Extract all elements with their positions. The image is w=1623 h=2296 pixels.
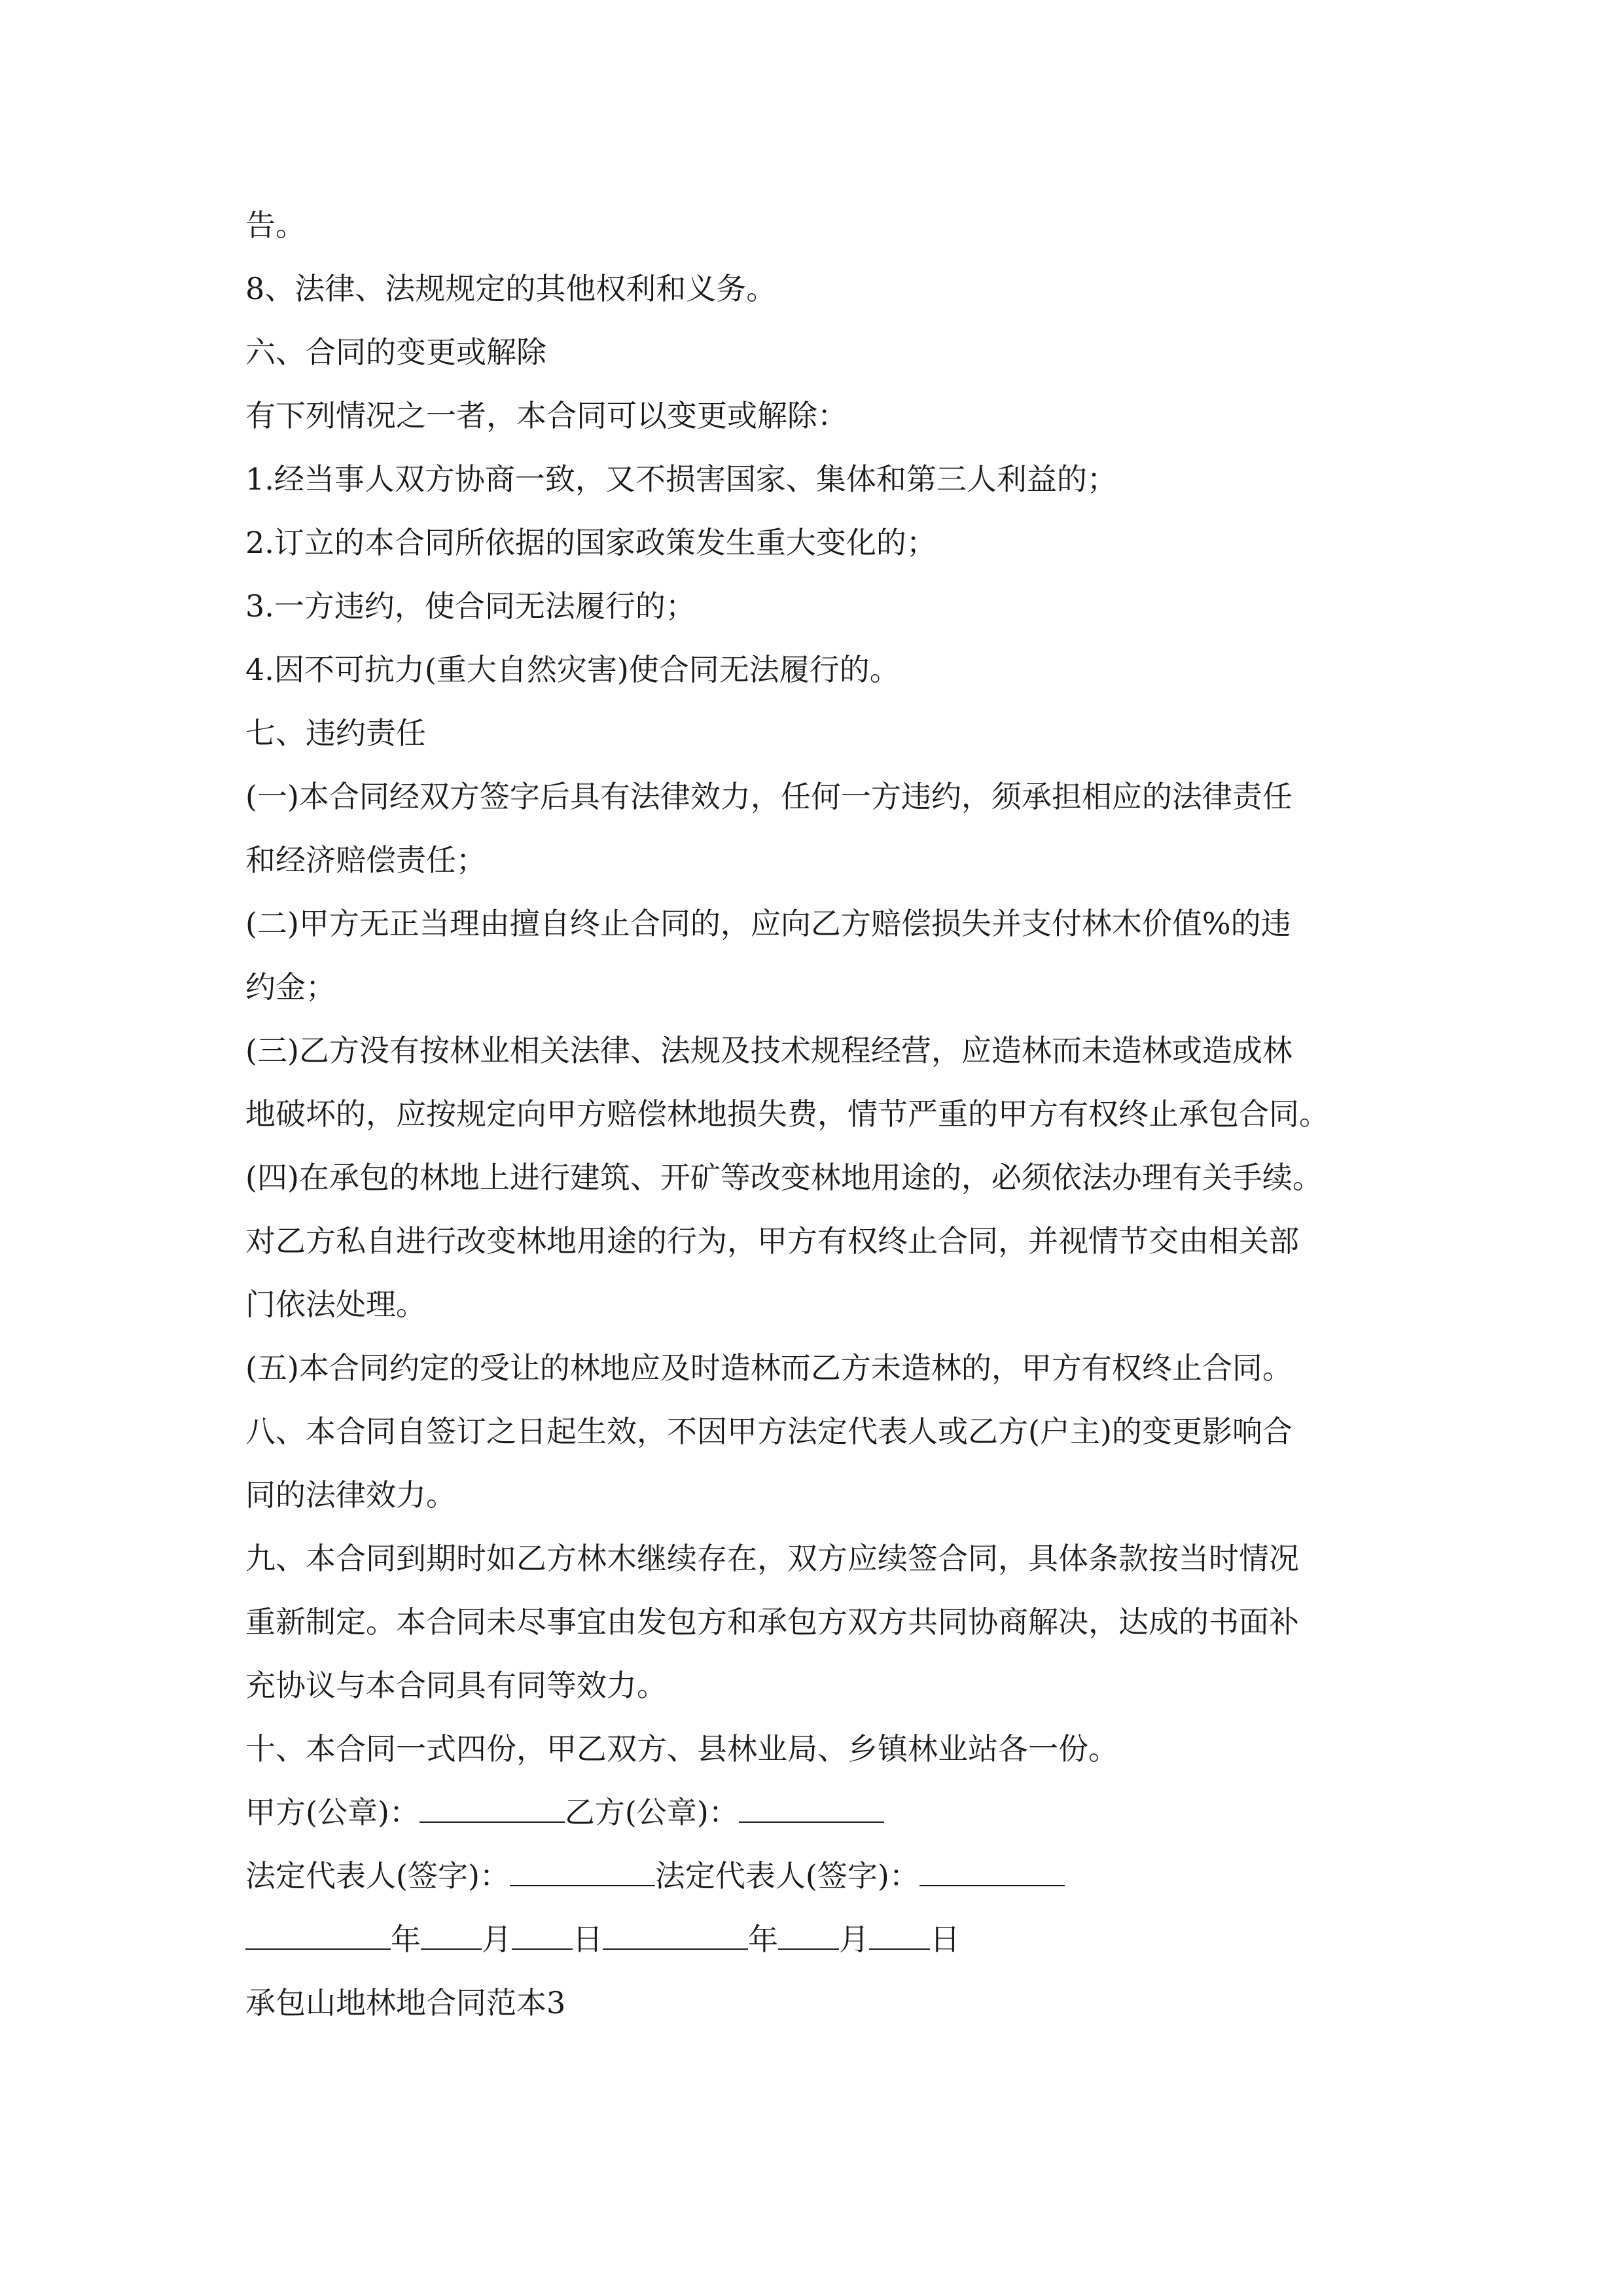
month-label: 月 bbox=[482, 1922, 512, 1957]
party-a-year-blank bbox=[245, 1914, 391, 1950]
party-a-day-blank bbox=[512, 1914, 573, 1950]
list-item: 2.订立的本合同所依据的国家政策发生重大变化的； bbox=[245, 525, 936, 560]
paragraph-line: (五)本合同约定的受让的林地应及时造林而乙方未造林的，甲方有权终止合同。 bbox=[245, 1350, 1293, 1386]
party-b-seal-blank bbox=[739, 1787, 884, 1823]
paragraph-line: 和经济赔偿责任； bbox=[245, 842, 486, 878]
paragraph-line: (四)在承包的林地上进行建筑、开矿等改变林地用途的，必须依法办理有关手续。 bbox=[245, 1160, 1323, 1195]
party-a-month-blank bbox=[421, 1914, 482, 1950]
paragraph-line: 约金； bbox=[245, 969, 336, 1005]
next-document-title: 承包山地林地合同范本3 bbox=[245, 1985, 566, 2020]
paragraph-line: (一)本合同经双方签字后具有法律效力，任何一方违约，须承担相应的法律责任 bbox=[245, 779, 1293, 814]
party-a-rep-label: 法定代表人(签字)： bbox=[245, 1858, 510, 1893]
paragraph-line: (二)甲方无正当理由擅自终止合同的，应向乙方赔偿损失并支付林木价值%的违 bbox=[245, 906, 1291, 941]
party-a-rep-blank bbox=[510, 1851, 655, 1886]
document-body bbox=[245, 194, 1397, 2035]
representative-signature-line bbox=[245, 1844, 1397, 1908]
party-b-day-blank bbox=[869, 1914, 930, 1950]
paragraph-line: 八、本合同自签订之日起生效，不因甲方法定代表人或乙方(户主)的变更影响合 bbox=[245, 1414, 1293, 1449]
party-b-year-blank bbox=[603, 1914, 748, 1950]
day-label: 日 bbox=[573, 1922, 603, 1957]
party-b-seal-label: 乙方(公章)： bbox=[564, 1795, 739, 1830]
day-label: 日 bbox=[930, 1922, 960, 1957]
party-b-rep-blank bbox=[919, 1851, 1065, 1886]
paragraph-line: 同的法律效力。 bbox=[245, 1477, 456, 1513]
paragraph-line: 重新制定。本合同未尽事宜由发包方和承包方双方共同协商解决，达成的书面补 bbox=[245, 1604, 1299, 1640]
list-item: 4.因不可抗力(重大自然灾害)使合同无法履行的。 bbox=[245, 652, 900, 687]
paragraph-line: 充协议与本合同具有同等效力。 bbox=[245, 1668, 667, 1703]
seal-signature-line bbox=[245, 1781, 1397, 1844]
paragraph-line: 对乙方私自进行改变林地用途的行为，甲方有权终止合同，并视情节交由相关部 bbox=[245, 1223, 1299, 1259]
list-item: 1.经当事人双方协商一致，又不损害国家、集体和第三人利益的； bbox=[245, 461, 1117, 497]
paragraph-line: (三)乙方没有按林业相关法律、法规及技术规程经营，应造林而未造林或造成林 bbox=[245, 1033, 1293, 1068]
section-heading: 六、合同的变更或解除 bbox=[245, 334, 546, 370]
party-b-rep-label: 法定代表人(签字)： bbox=[654, 1858, 919, 1893]
list-item: 3.一方违约，使合同无法履行的； bbox=[245, 588, 696, 624]
paragraph-line: 有下列情况之一者，本合同可以变更或解除： bbox=[245, 398, 847, 433]
date-line bbox=[245, 1908, 1397, 1971]
year-label: 年 bbox=[391, 1922, 421, 1957]
party-a-seal-blank bbox=[419, 1787, 565, 1823]
month-label: 月 bbox=[839, 1922, 869, 1957]
paragraph-line: 十、本合同一式四份，甲乙双方、县林业局、乡镇林业站各一份。 bbox=[245, 1731, 1118, 1767]
paragraph-line: 门依法处理。 bbox=[245, 1287, 426, 1322]
section-heading: 七、违约责任 bbox=[245, 715, 426, 751]
paragraph-line: 告。 bbox=[245, 207, 306, 243]
party-a-seal-label: 甲方(公章)： bbox=[245, 1795, 419, 1830]
paragraph-line: 8、法律、法规规定的其他权利和义务。 bbox=[245, 271, 777, 306]
paragraph-line: 地破坏的，应按规定向甲方赔偿林地损失费，情节严重的甲方有权终止承包合同。 bbox=[245, 1096, 1329, 1132]
paragraph-line: 九、本合同到期时如乙方林木继续存在，双方应续签合同，具体条款按当时情况 bbox=[245, 1541, 1299, 1576]
party-b-month-blank bbox=[778, 1914, 839, 1950]
year-label: 年 bbox=[748, 1922, 778, 1957]
